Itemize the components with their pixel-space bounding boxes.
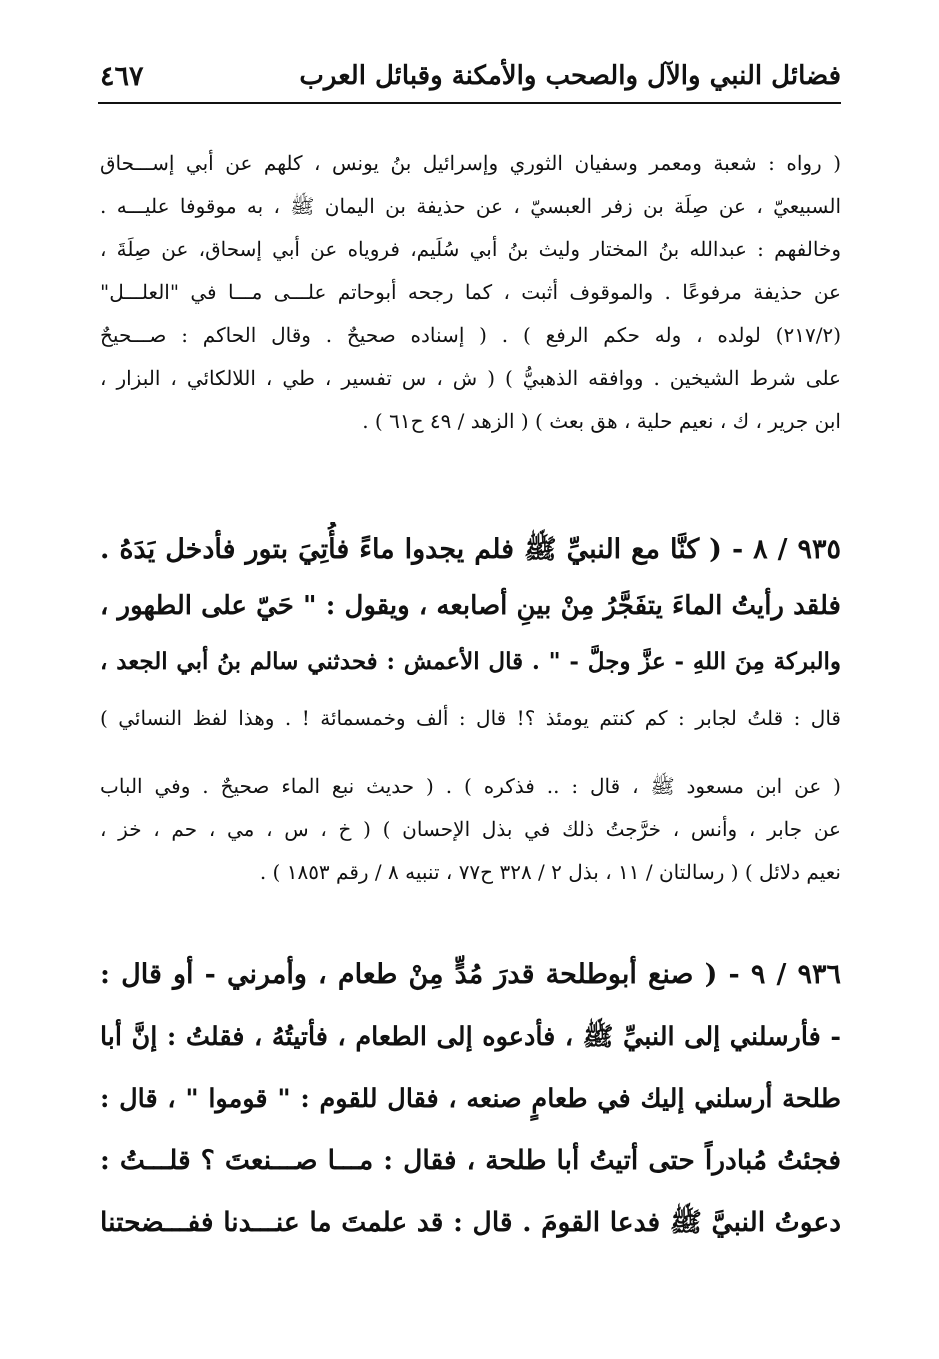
text-line: نعيم دلائل ) ( رسالتان / ١١ ، بذل ٢ / ٣٢٨ ح٧٧ ، تنبيه ٨ / رقم ١٨٥٣ ) . <box>259 860 841 884</box>
text-line: السبيعيّ ، عن صِلَة بن زفر العبسيّ ، عن حذيفة بن اليمان ﷺ ، به موقوفا عليـــه . <box>100 194 841 218</box>
text-line: فلقد رأيتُ الماءَ يتفَجَّرُ مِنْ بينِ أصابعه ، ويقول : " حَيّ على الطهور ، <box>100 591 841 621</box>
text-line: ( عن ابن مسعود ﷺ ، قال : .. فذكره ) . ( حديث نبع الماء صحيحٌ . وفي الباب <box>100 774 841 798</box>
text-line: والبركة مِنَ اللهِ - عزَّ وجلَّ - " . قال الأعمش : فحدثني سالم بنُ أبي الجعد ، <box>100 648 841 675</box>
page-number: ٤٦٧ <box>100 60 144 92</box>
text-line: عن حذيفة مرفوعًا . والموقوف أثبت ، كما رجحه أبوحاتم علـــى مـــا في "العلـــل" <box>100 280 841 304</box>
text-line: على شرط الشيخين . ووافقه الذهبيُّ ) ( ش ، س تفسير ، طي ، اللالكائي ، البزار ، <box>100 366 841 390</box>
text-line: (٢١٧/٢) لولده ، وله حكم الرفع ) . ( إسناده صحيحٌ . وقال الحاكم : صـــحيحٌ <box>100 323 841 347</box>
text-line: قال : قلتُ لجابر : كم كنتم يومئذ ؟! قال : ألف وخمسمائة ! . وهذا لفظ النسائي ) <box>100 706 841 730</box>
text-line: ( رواه : شعبة ومعمر وسفيان الثوري وإسرائيل بنُ يونس ، كلهم عن أبي إســـحاق <box>100 151 841 175</box>
running-title: فضائل النبي والآل والصحب والأمكنة وقبائل العرب <box>299 61 841 91</box>
hadith-936 <box>100 944 841 1254</box>
text-line: - فأرسلني إلى النبيِّ ﷺ ، فأدعوه إلى الطعام ، فأتيتُهُ ، فقلتُ : إنَّ أبا <box>100 1022 841 1052</box>
text-line: ٩٣٥ / ٨ - ( كنَّا مع النبيِّ ﷺ فلم يجدوا ماءً فأُتِيَ بتور فأدخل يَدَهُ . <box>100 534 841 565</box>
text-line: ٩٣٦ / ٩ - ( صنع أبوطلحة قدرَ مُدٍّ مِنْ طعام ، وأمرني - أو قال : <box>100 959 841 990</box>
text-line: دعوتُ النبيَّ ﷺ فدعا القومَ . قال : قد علمتَ ما عنـــدنا ففـــضحتنا <box>100 1207 841 1238</box>
footnote-block-1 <box>100 142 841 443</box>
text-line: عن جابر ، وأنس ، خرَّجتُ ذلك في بذل الإحسان ) ( خ ، س ، مي ، حم ، خز ، <box>100 817 841 841</box>
footnote-block-2 <box>100 765 841 894</box>
hadith-935 <box>100 522 841 746</box>
header-rule <box>98 102 841 104</box>
page-header <box>100 52 841 100</box>
text-line: طلحة أرسلني إليك في طعامٍ صنعه ، فقال للقوم : " قوموا " ، قال : <box>100 1084 841 1114</box>
text-line: فجئتُ مُبادراً حتى أتيتُ أبا طلحة ، فقال : مـــا صـــنعتَ ؟ قلـــتُ : <box>100 1145 841 1176</box>
text-line: ابن جرير ، ك ، نعيم حلية ، هق بعث ) ( الزهد / ٤٩ ح٦١ ) . <box>362 409 841 433</box>
text-line: وخالفهم : عبدالله بنُ المختار وليث بنُ أبي سُلَيم، فروياه عن أبي إسحاق، عن صِلَةَ ، <box>100 237 841 261</box>
